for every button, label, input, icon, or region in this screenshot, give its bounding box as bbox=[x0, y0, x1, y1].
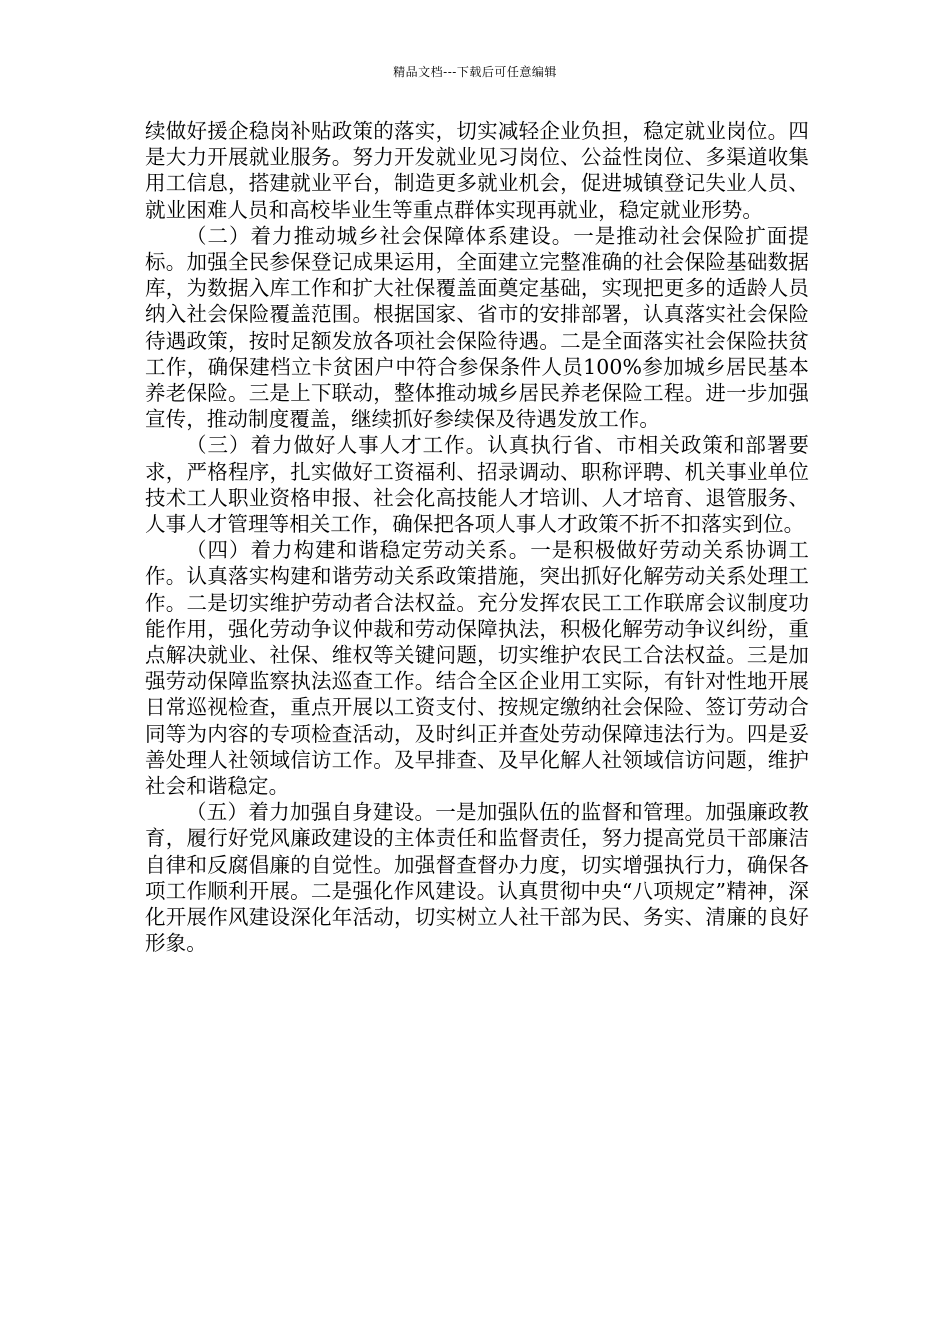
paragraph-personnel-talent: （三）着力做好人事人才工作。认真执行省、市相关政策和部署要求，严格程序，扎实做好工资福利、招录调动、职称评聘、机关事业单位技术工人职业资格申报、社会化高技能人才培训、人才培育、退管服务、人事人才管理等相关工作，确保把各项人事人才政策不折不扣落实到位。 bbox=[145, 433, 809, 537]
document-body bbox=[145, 118, 809, 957]
paragraph-labor-relations: （四）着力构建和谐稳定劳动关系。一是积极做好劳动关系协调工作。认真落实构建和谐劳动关系政策措施，突出抓好化解劳动关系处理工作。二是切实维护劳动者合法权益。充分发挥农民工工作联席会议制度功能作用，强化劳动争议仲裁和劳动保障执法，积极化解劳动争议纠纷，重点解决就业、社保、维权等关键问题，切实维护农民工合法权益。三是加强劳动保障监察执法巡查工作。结合全区企业用工实际，有针对性地开展日常巡视检查，重点开展以工资支付、按规定缴纳社会保险、签订劳动合同等为内容的专项检查活动，及时纠正并查处劳动保障违法行为。四是妥善处理人社领域信访工作。及早排查、及早化解人社领域信访问题，维护社会和谐稳定。 bbox=[145, 538, 809, 799]
paragraph-self-construction: （五）着力加强自身建设。一是加强队伍的监督和管理。加强廉政教育，履行好党风廉政建设的主体责任和监督责任，努力提高党员干部廉洁自律和反腐倡廉的自觉性。加强督查督办力度，切实增强执行力，确保各项工作顺利开展。二是强化作风建设。认真贯彻中央“八项规定”精神，深化开展作风建设深化年活动，切实树立人社干部为民、务实、清廉的良好形象。 bbox=[145, 800, 809, 956]
paragraph-continuation: 续做好援企稳岗补贴政策的落实，切实减轻企业负担，稳定就业岗位。四是大力开展就业服务。努力开发就业见习岗位、公益性岗位、多渠道收集用工信息，搭建就业平台，制造更多就业机会，促进城镇登记失业人员、就业困难人员和高校毕业生等重点群体实现再就业，稳定就业形势。 bbox=[145, 119, 809, 222]
paragraph-social-security: （二）着力推动城乡社会保障体系建设。一是推动社会保险扩面提标。加强全民参保登记成果运用，全面建立完整准确的社会保险基础数据库，为数据入库工作和扩大社保覆盖面奠定基础，实现把更多的适龄人员纳入社会保险覆盖范围。根据国家、省市的安排部署，认真落实社会保险待遇政策，按时足额发放各项社会保险待遇。二是全面落实社会保险扶贫工作，确保建档立卡贫困户中符合参保条件人员100%参加城乡居民基本养老保险。三是上下联动，整体推动城乡居民养老保险工程。进一步加强宣传，推动制度覆盖，继续抓好参续保及待遇发放工作。 bbox=[145, 223, 809, 432]
page-header: 精品文档---下载后可任意编辑 bbox=[393, 65, 557, 79]
